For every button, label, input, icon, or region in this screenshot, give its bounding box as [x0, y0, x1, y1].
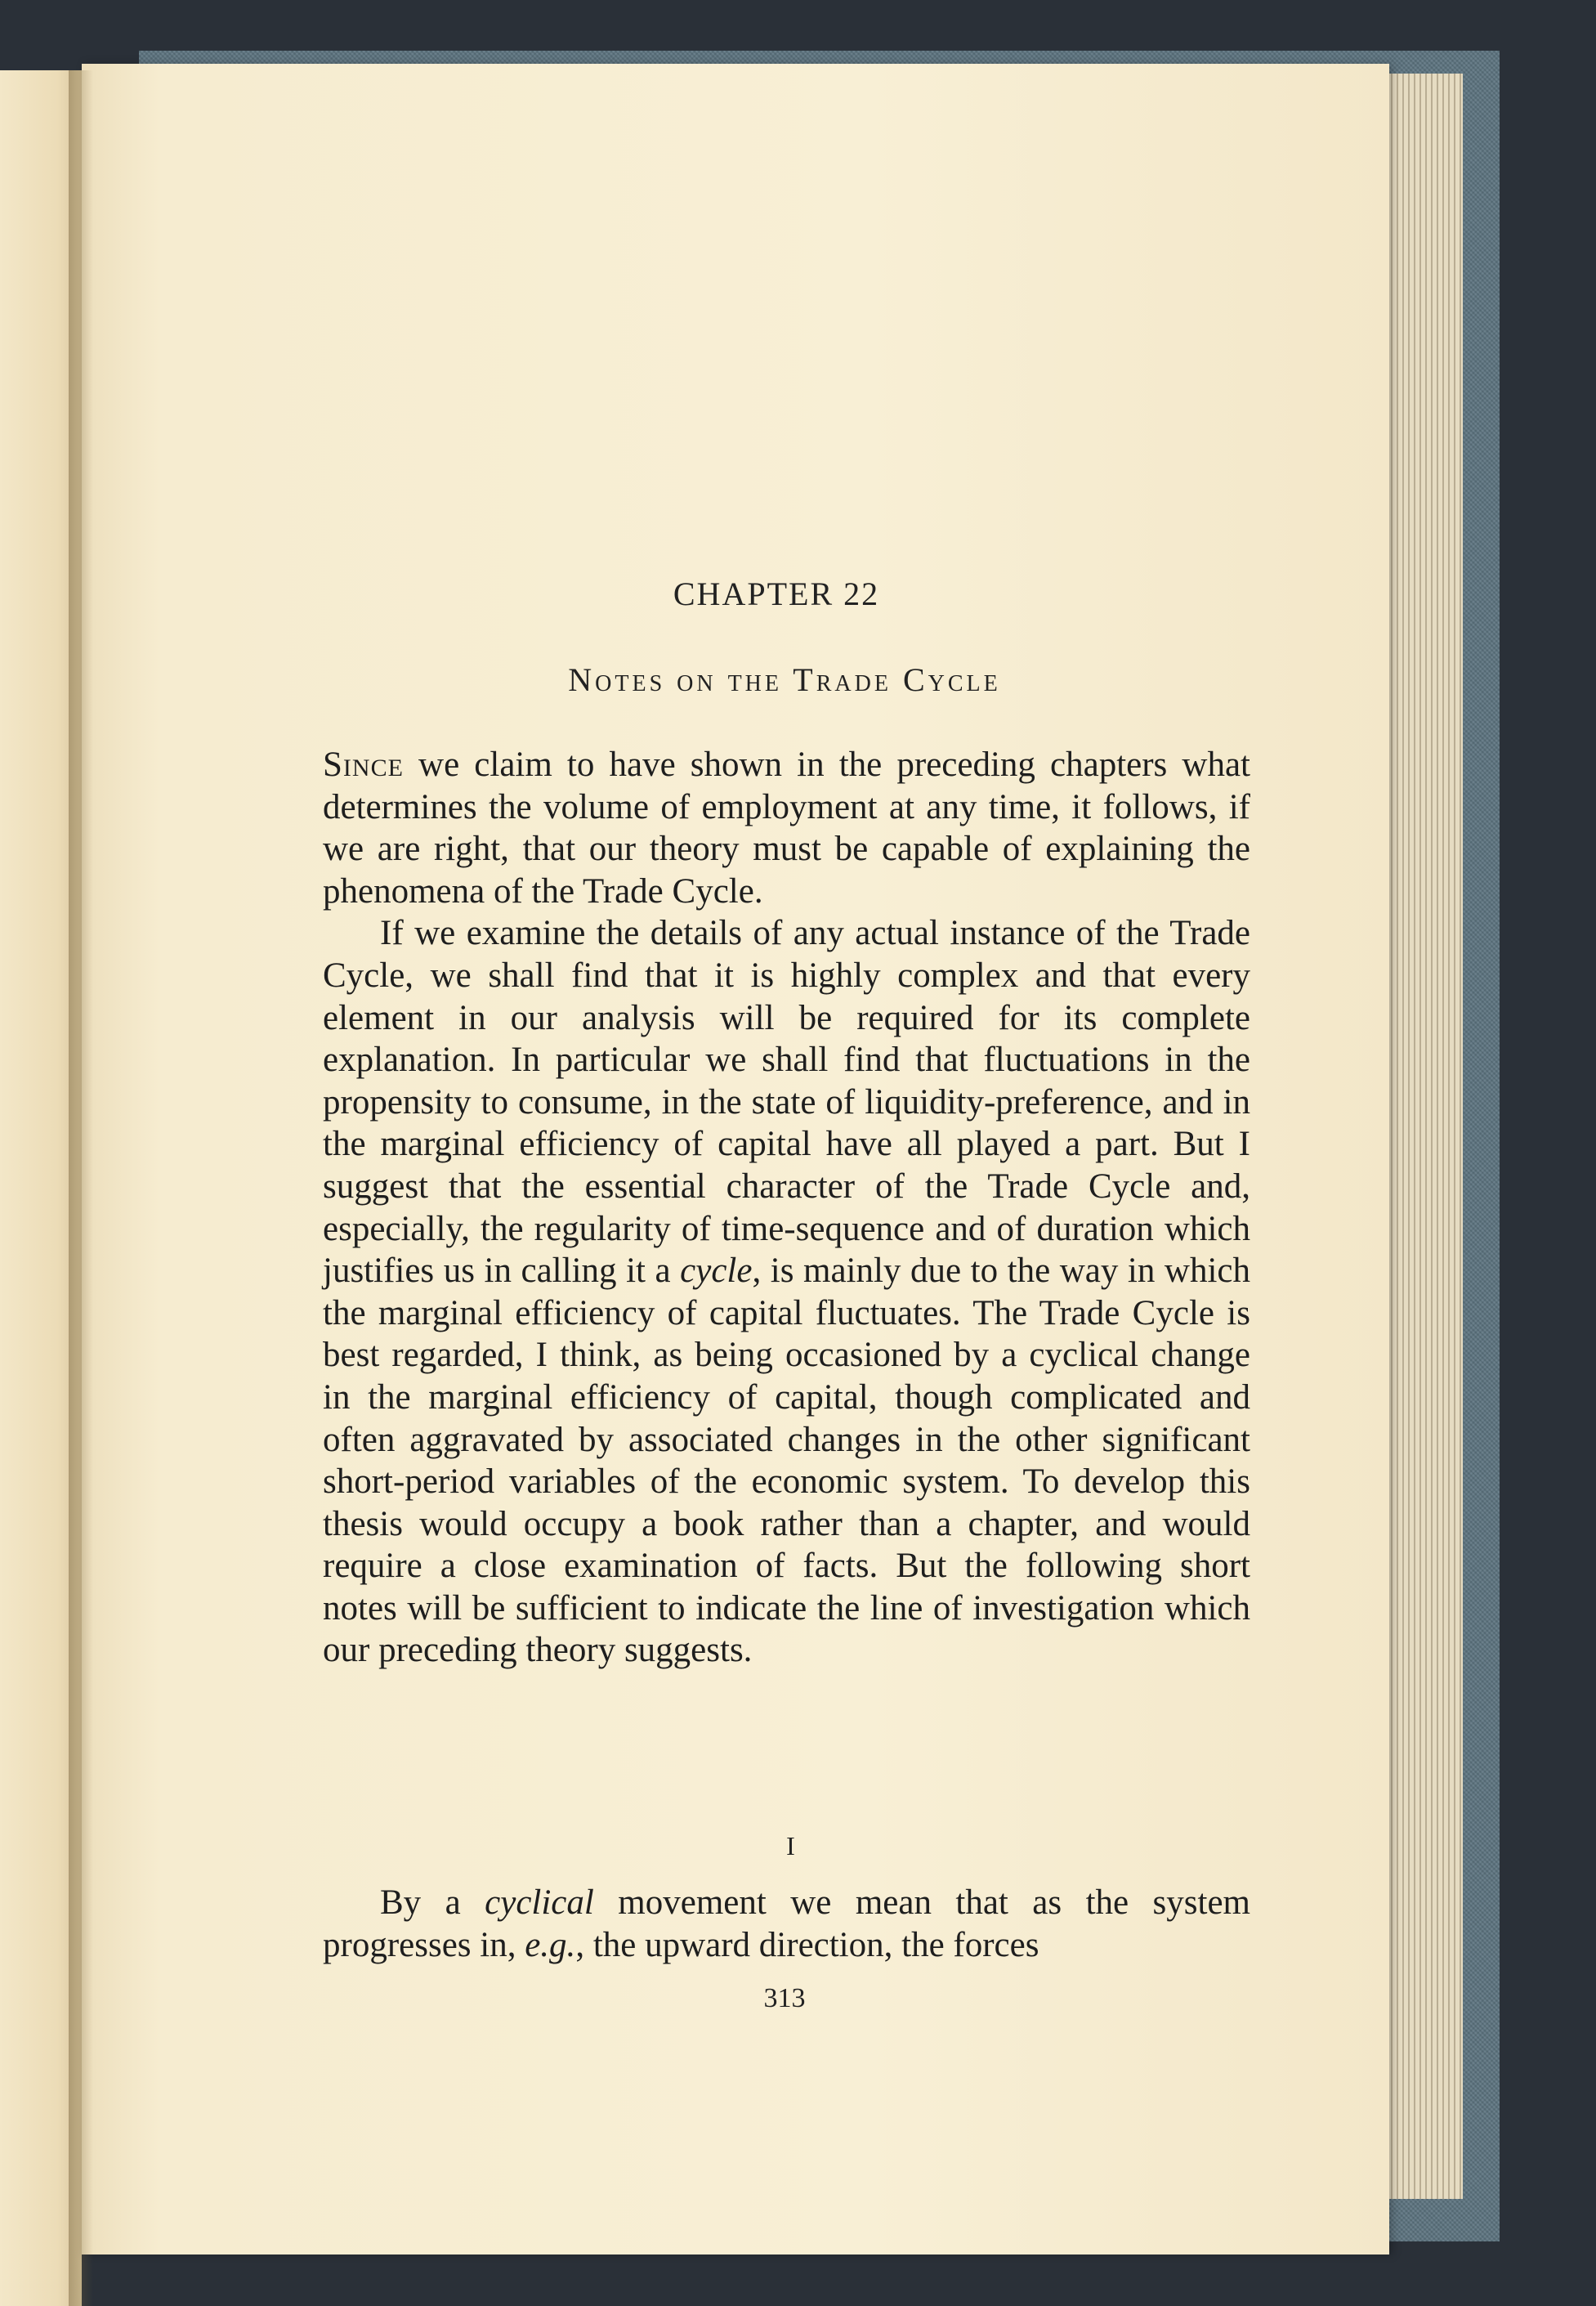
- book-page: [82, 64, 1389, 2255]
- paragraph-2-text-a: If we examine the details of any actual instance of the Trade Cycle, we shall find that it is highly complex and that every element in our analysis will be required for its complete explanation. In particular we shall find that fluctuations in the propensity to consume, in the state of liquidity-preference, and in the marginal efficiency of capital have all played a part. But I suggest that the essential character of the Trade Cycle and, especially, the regularity of time-sequence and of duration which justifies us in calling it a: [323, 914, 1250, 1291]
- paragraph-2-italic: cycle: [680, 1252, 753, 1291]
- page-number: 313: [763, 1983, 806, 2013]
- page-gutter-shadow: [69, 70, 93, 2306]
- chapter-number: CHAPTER 22: [673, 575, 880, 612]
- body-text-block-1: [323, 744, 1250, 1672]
- paragraph-3-italic-b: e.g.: [525, 1925, 576, 1964]
- chapter-title: Notes on the Trade Cycle: [568, 661, 1001, 698]
- paragraph-3-text-b: movement we mean that as the system progresses in,: [323, 1883, 1250, 1964]
- paragraph-1-text: we claim to have shown in the preceding chapters what determines the volume of employment at any time, it follows, if we are right, that our theory must be capable of explaining the phenomena of the Trade Cycle.: [323, 746, 1250, 911]
- page-edges: [1381, 74, 1463, 2199]
- paragraph-1-lead: Since: [323, 746, 404, 784]
- body-text-block-2: [323, 1882, 1250, 1966]
- paragraph-2-text-b: , is mainly due to the way in which the marginal efficiency of capital fluctuates. The Trade Cycle is best regarded, I think, as being occasioned by a cyclical change in the marginal efficiency of capital, though complicated and often aggravated by associated changes in the other significant short-period variables of the economic system. To develop this thesis would occupy a book rather than a chapter, and would require a close examination of facts. But the following short notes will be sufficient to indicate the line of investigation which our preceding theory suggests.: [323, 1252, 1250, 1670]
- paragraph-3: [323, 1882, 1250, 1966]
- paragraph-1: [323, 744, 1250, 912]
- paragraph-2: [323, 912, 1250, 1672]
- paragraph-3-text-c: , the upward direction, the forces: [575, 1925, 1039, 1964]
- paragraph-3-italic-a: cyclical: [485, 1883, 594, 1922]
- section-number: I: [786, 1831, 795, 1860]
- paragraph-3-text-a: By a: [380, 1883, 485, 1922]
